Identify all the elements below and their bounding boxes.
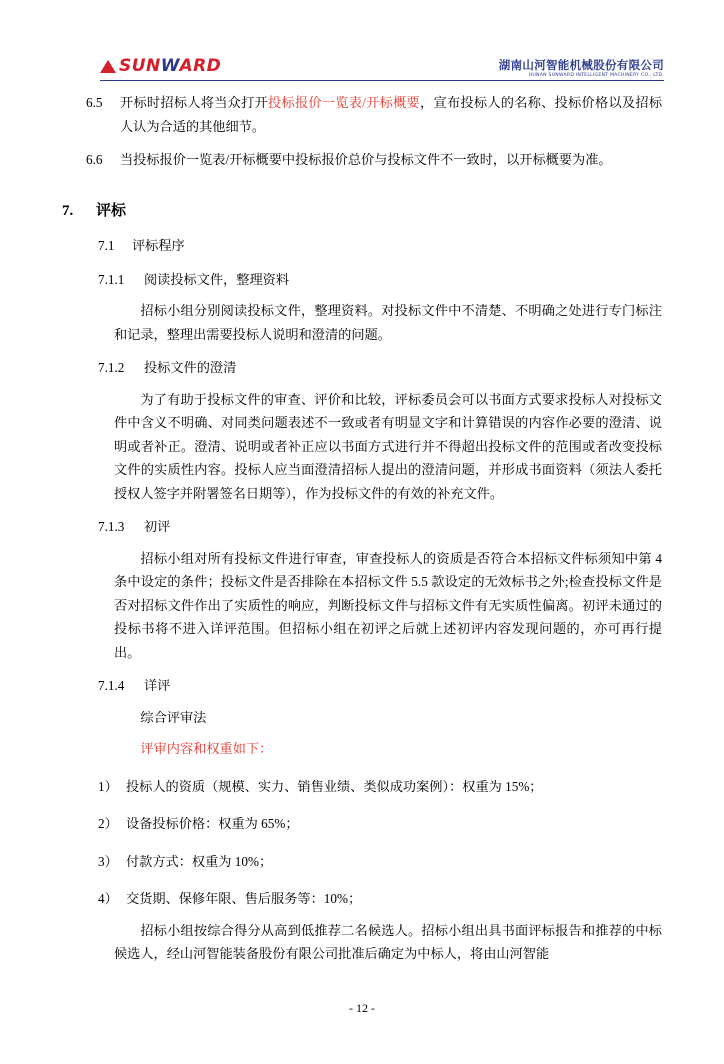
clause-7-1-4-number: 7.1.4 — [98, 678, 125, 694]
weight-list-item-number: 1） — [98, 778, 118, 794]
company-name-cn: 湖南山河智能机械股份有限公司 — [498, 57, 664, 72]
clause-7-1-3-number: 7.1.3 — [98, 519, 125, 535]
company-name-en: HUNAN SUNWARD INTELLIGENT MACHINERY CO., LTD. — [528, 72, 664, 78]
clause-7-1-4 — [98, 674, 662, 698]
document-page — [0, 40, 724, 1064]
clause-7-1-4-title: 详评 — [144, 678, 171, 694]
section-7-title: 评标 — [96, 202, 127, 219]
weight-list-item-number: 2） — [98, 816, 118, 832]
clause-7-1-2-title: 投标文件的澄清 — [144, 360, 237, 376]
clause-7-1-title: 评标程序 — [132, 238, 185, 254]
clause-7-1-4-closing: 招标小组按综合得分从高到低推荐二名候选人。招标小组出具书面评标报告和推荐的中标候选人，经山河智能装备股份有限公司批准后确定为中标人，将由山河智能 — [114, 922, 662, 962]
clause-6-6 — [86, 148, 662, 172]
clause-7-1-2-body: 为了有助于投标文件的审查、评价和比较，评标委员会可以书面方式要求投标人对投标文件中含义不明确、对同类问题表述不一致或者有明显文字和计算错误的内容作必要的澄清、说明或者补正。澄清、说明或者补正应以书面方式进行并不得超出投标文件的范围或者改变投标文件的实质性内容。投标人应当面澄清招标人提出的澄清问题，并形成书面资料（须法人委托授权人签字并附署签名日期等），作为投标文件的有效的补充文件。 — [114, 391, 662, 501]
logo-text-right: ARD — [179, 56, 222, 76]
weight-list-item-number: 4） — [98, 891, 118, 907]
logo-text-left: SUN — [119, 56, 161, 76]
section-7-heading — [62, 198, 662, 225]
clause-6-6-text: 当投标报价一览表/开标概要中投标报价总价与投标文件不一致时，以开标概要为准。 — [120, 152, 612, 167]
clause-6-5-text-part2: ，宣布投标人的名称、投标价格以及招标人认为合适的其他细节。 — [120, 95, 663, 134]
weight-list-item-text: 付款方式：权重为 10%； — [126, 853, 273, 869]
clause-6-5-number: 6.5 — [86, 95, 103, 110]
triangle-logo-icon — [100, 58, 116, 74]
evaluation-weight-note: 评审内容和权重如下： — [140, 741, 273, 757]
clause-7-1-1-title: 阅读投标文件，整理资料 — [144, 271, 290, 287]
company-name-block — [499, 59, 664, 78]
clause-7-1-2 — [98, 356, 662, 380]
clause-6-5-text-highlight: 投标报价一览表/开标概要 — [268, 95, 421, 110]
weight-list-item-number: 3） — [98, 853, 118, 869]
clause-6-6-number: 6.6 — [86, 152, 103, 167]
evaluation-method-title: 综合评审法 — [140, 709, 207, 725]
clause-7-1-3 — [98, 515, 662, 539]
page-footer — [0, 1001, 724, 1016]
weight-list-item — [98, 775, 662, 799]
clause-7-1-2-number: 7.1.2 — [98, 360, 125, 376]
weight-list-item — [98, 887, 662, 911]
clause-6-5 — [86, 91, 662, 138]
page-number: - 12 - — [349, 1001, 375, 1015]
clause-7-1-1-body: 招标小组分别阅读投标文件，整理资料。对投标文件中不清楚、不明确之处进行专门标注和记录，整理出需要投标人说明和澄清的问题。 — [114, 303, 662, 342]
weight-list-item-text: 交货期、保修年限、售后服务等：10%； — [126, 891, 362, 907]
clause-6-5-text-part1: 开标时招标人将当众打开 — [120, 95, 269, 110]
weight-list-item-text: 投标人的资质（规模、实力、销售业绩、类似成功案例）：权重为 15%； — [126, 778, 543, 794]
page-header — [100, 40, 664, 81]
clause-7-1-3-body: 招标小组对所有投标文件进行审查，审查投标人的资质是否符合本招标文件标须知中第 4 条中设定的条件；投标文件是否排除在本招标文件 5.5 款设定的无效标书之外;检查投标文件是否对招标文件作出了实质性的响应，判断投标文件与招标文件有无实质性偏离。初评未通过的投标书将不进入详评范围。但招标小组在初评之后就上述初评内容发现问题的，亦可再行提出。 — [114, 550, 662, 660]
logo-wordmark — [119, 56, 221, 76]
clause-7-1-1-number: 7.1.1 — [98, 271, 125, 287]
weight-list-item — [98, 812, 662, 836]
clause-6-5-text — [120, 91, 662, 138]
clause-7-1 — [98, 234, 662, 258]
section-7-number: 7. — [62, 202, 74, 219]
logo-text-w: W — [160, 56, 180, 76]
clause-7-1-1 — [98, 268, 662, 292]
document-content — [62, 91, 662, 966]
weight-list-item — [98, 850, 662, 874]
clause-7-1-3-title: 初评 — [144, 519, 171, 535]
clause-7-1-number: 7.1 — [98, 238, 115, 254]
weight-list-item-text: 设备投标价格：权重为 65%； — [126, 816, 299, 832]
sunward-logo — [100, 56, 221, 76]
